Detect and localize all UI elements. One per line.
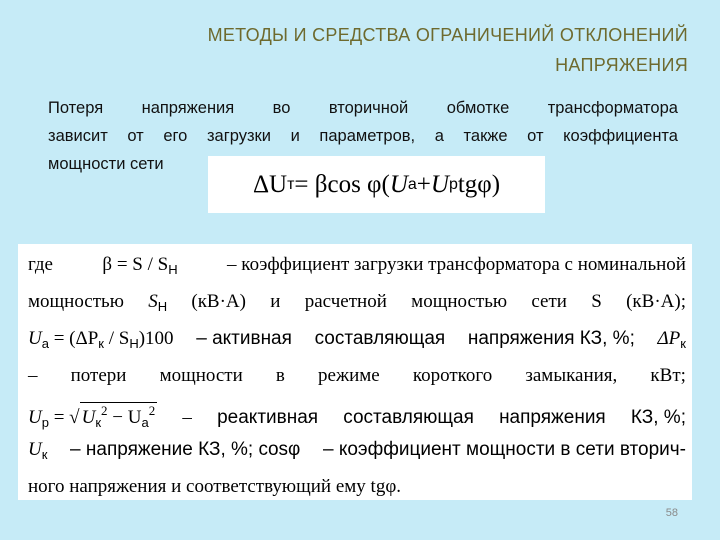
formula-part: + xyxy=(416,170,431,198)
def-text: КЗ, %; xyxy=(630,407,686,428)
intro-word: зависит xyxy=(48,127,108,145)
intro-line-1 xyxy=(48,94,678,122)
def-text: в xyxy=(275,365,285,386)
intro-word: коэффициента xyxy=(563,127,678,145)
def-text: потери xyxy=(70,365,127,386)
voltage-loss-formula xyxy=(208,156,545,213)
def-text: $U_к$ xyxy=(28,439,48,462)
def-text: – xyxy=(182,407,192,428)
def-text: мощностью xyxy=(411,291,508,312)
def-text: $\beta = S / S_Н$ xyxy=(102,254,178,277)
title-line-1: МЕТОДЫ И СРЕДСТВА ОГРАНИЧЕНИЙ ОТКЛОНЕНИЙ xyxy=(207,25,688,45)
formula-part: tgφ) xyxy=(457,170,501,198)
intro-word: вторичной xyxy=(328,99,409,117)
intro-word: и xyxy=(290,127,300,145)
formula-delta-u: ΔU xyxy=(252,170,288,198)
definition-row xyxy=(28,254,686,291)
intro-word: мощности сети xyxy=(48,155,164,173)
def-text: напряжения xyxy=(499,407,606,428)
intro-word: напряжения xyxy=(141,99,235,117)
definition-row xyxy=(28,476,686,513)
definition-row xyxy=(28,328,686,365)
intro-word: а xyxy=(434,127,444,145)
formula-sub: a xyxy=(407,175,417,193)
def-text: мощностью xyxy=(28,291,124,312)
def-text: мощности xyxy=(159,365,243,386)
def-text: ного напряжения и соответствующий ему tgφ. xyxy=(28,476,402,497)
intro-word: трансформатора xyxy=(547,99,678,117)
def-text: короткого xyxy=(412,365,493,386)
intro-word: от xyxy=(127,127,144,145)
formula-var: U xyxy=(389,170,408,198)
def-text: расчетной xyxy=(304,291,387,312)
def-text: и xyxy=(270,291,281,312)
def-text: $S_Н$ xyxy=(148,291,168,314)
formula-sub: т xyxy=(287,175,295,193)
intro-word: загрузки xyxy=(206,127,271,145)
def-text: сети xyxy=(531,291,567,312)
title-line-2: НАПРЯЖЕНИЯ xyxy=(555,55,688,75)
intro-line-2 xyxy=(48,122,678,150)
formula-part: = βcos φ( xyxy=(294,170,390,198)
definition-row xyxy=(28,365,686,402)
definition-row xyxy=(28,291,686,328)
def-text: – коэффициент загрузки трансформатора с номинальной xyxy=(227,254,686,275)
def-text: – напряжение КЗ, %; cosφ xyxy=(70,439,301,460)
def-text: кВт; xyxy=(650,365,686,386)
intro-word: также xyxy=(463,127,508,145)
def-text: где xyxy=(28,254,53,275)
def-text: – xyxy=(28,365,38,386)
def-text: замыкания, xyxy=(525,365,618,386)
slide-title xyxy=(48,20,688,80)
def-text: – коэффициент мощности в сети вторич- xyxy=(322,439,686,460)
intro-word: его xyxy=(163,127,188,145)
def-text: напряжения КЗ, %; xyxy=(467,328,635,349)
page-number: 58 xyxy=(665,507,678,519)
def-text: (кВ·А); xyxy=(626,291,686,312)
intro-word: Потеря xyxy=(48,99,104,117)
intro-word: обмотке xyxy=(446,99,510,117)
def-text: составляющая xyxy=(314,328,446,349)
formula-var: U xyxy=(430,170,449,198)
def-text: (кВ·А) xyxy=(191,291,246,312)
def-text: – активная xyxy=(196,328,292,349)
intro-word: параметров, xyxy=(319,127,416,145)
def-text: режиме xyxy=(318,365,380,386)
def-text: $U_p$ = √ $U_к^2 - U_a^2$ xyxy=(28,403,156,430)
definition-row xyxy=(28,402,686,439)
formula-sub: p xyxy=(448,175,458,193)
def-text: S xyxy=(591,291,602,312)
definitions-box xyxy=(18,244,692,500)
definition-row xyxy=(28,439,686,476)
def-text: реактивная xyxy=(217,407,319,428)
def-text: $U_a = (\Delta P_к / S_Н)100$ xyxy=(28,328,174,351)
intro-word: от xyxy=(527,127,544,145)
def-text: составляющая xyxy=(343,407,474,428)
intro-word: во xyxy=(272,99,291,117)
def-text: $\Delta P_к$ xyxy=(657,328,686,351)
